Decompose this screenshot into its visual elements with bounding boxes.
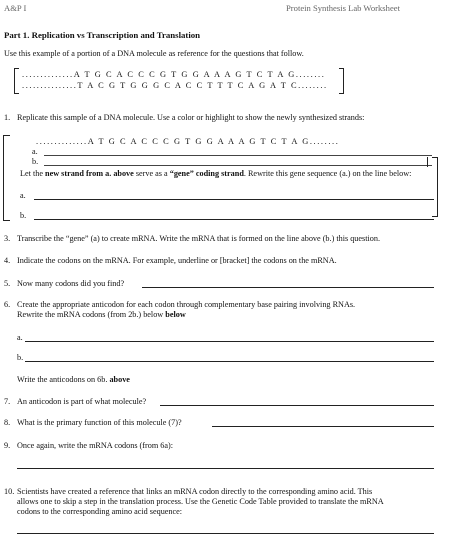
q10-text-line2: allows one to skip a step in the translation process. Use the Genetic Code Table provided to translate the mRNA	[17, 497, 384, 506]
q9-answer-line[interactable]	[17, 468, 434, 469]
q6-anticodon-note	[17, 375, 130, 384]
q2-instruction	[20, 169, 411, 178]
q6-text: Create the appropriate anticodon for each codon through complementary base pairing involving RNAs.	[17, 300, 356, 309]
q2b-label: b.	[20, 211, 27, 220]
dna-strand-bottom: ...............T A C G T G G G C A C C T T T C A G A T C........	[22, 81, 328, 90]
q6-text2: Rewrite the mRNA codons (from 2b.) below	[17, 310, 164, 319]
q2-text-mid: serve as a	[133, 169, 170, 178]
dna-strand-top: ..............A T G C A C C C G T G G A A A G T C T A G........	[22, 70, 326, 79]
q9-text: Once again, write the mRNA codons (from 6a):	[17, 441, 173, 450]
q2-text-bold2: “gene” coding strand	[169, 169, 244, 178]
q7-text: An anticodon is part of what molecule?	[17, 397, 147, 406]
q1b-answer-line[interactable]	[44, 165, 432, 166]
q6b-label: b.	[17, 353, 24, 362]
q2a-answer-line[interactable]	[34, 199, 434, 200]
part-title: Part 1. Replication vs Transcription and Translation	[4, 30, 201, 40]
q3-number: 3.	[4, 234, 11, 243]
q6b-answer-line[interactable]	[25, 361, 434, 362]
q4-text: Indicate the codons on the mRNA. For example, underline or [bracket] the codons on the mRNA.	[17, 256, 337, 265]
q6a-answer-line[interactable]	[25, 341, 434, 342]
q2a-label: a.	[20, 191, 26, 200]
q6-number: 6.	[4, 300, 11, 309]
q2-text-post: . Rewrite this gene sequence (a.) on the line below:	[243, 169, 412, 178]
header-worksheet-title: Protein Synthesis Lab Worksheet	[286, 3, 400, 13]
q5-answer-line[interactable]	[142, 287, 434, 288]
q3-text: Transcribe the “gene” (a) to create mRNA. Write the mRNA that is formed on the line above (b.) this question.	[17, 234, 381, 243]
q5-number: 5.	[4, 279, 11, 288]
q2b-answer-line[interactable]	[34, 219, 434, 220]
q2-text-pre: Let the	[20, 169, 46, 178]
q2-text-bold1: new strand from a. above	[45, 169, 134, 178]
q6-anticodon-above: above	[109, 375, 130, 384]
q1-text: Replicate this sample of a DNA molecule. Use a color or highlight to show the newly synthesized strands:	[17, 113, 365, 122]
intro-text: Use this example of a portion of a DNA molecule as reference for the questions that follow.	[4, 49, 304, 58]
q10-text: Scientists have created a reference that links an mRNA codon directly to the corresponding amino acid. This	[17, 487, 373, 496]
q6-below: below	[165, 310, 186, 319]
q10-number: 10.	[4, 487, 15, 496]
q5-text: Now many codons did you find?	[17, 279, 125, 288]
q8-text: What is the primary function of this molecule (7)?	[17, 418, 182, 427]
q1b-cursor	[427, 157, 428, 167]
q1-bracket-right	[432, 157, 438, 217]
dna-bracket-right	[339, 68, 344, 94]
q8-answer-line[interactable]	[212, 426, 434, 427]
q1b-label: b.	[32, 157, 39, 166]
q1-strand: ..............A T G C A C C C G T G G A A A G T C T A G........	[36, 137, 340, 146]
q9-number: 9.	[4, 441, 11, 450]
q1-number: 1.	[4, 113, 11, 122]
q6-anticodon-label: Write the anticodons on 6b.	[17, 375, 110, 384]
q7-number: 7.	[4, 397, 11, 406]
q1a-label: a.	[32, 147, 38, 156]
q10-text-line3: codons to the corresponding amino acid sequence:	[17, 507, 183, 516]
q4-number: 4.	[4, 256, 11, 265]
q6a-label: a.	[17, 333, 23, 342]
q1a-answer-line[interactable]	[44, 155, 432, 156]
q10-answer-line[interactable]	[17, 533, 434, 534]
q7-answer-line[interactable]	[160, 405, 434, 406]
dna-bracket-left	[14, 68, 19, 94]
q1-bracket-left	[3, 135, 10, 221]
q6-text-line2	[17, 310, 186, 319]
q8-number: 8.	[4, 418, 11, 427]
header-course: A&P I	[4, 3, 27, 13]
